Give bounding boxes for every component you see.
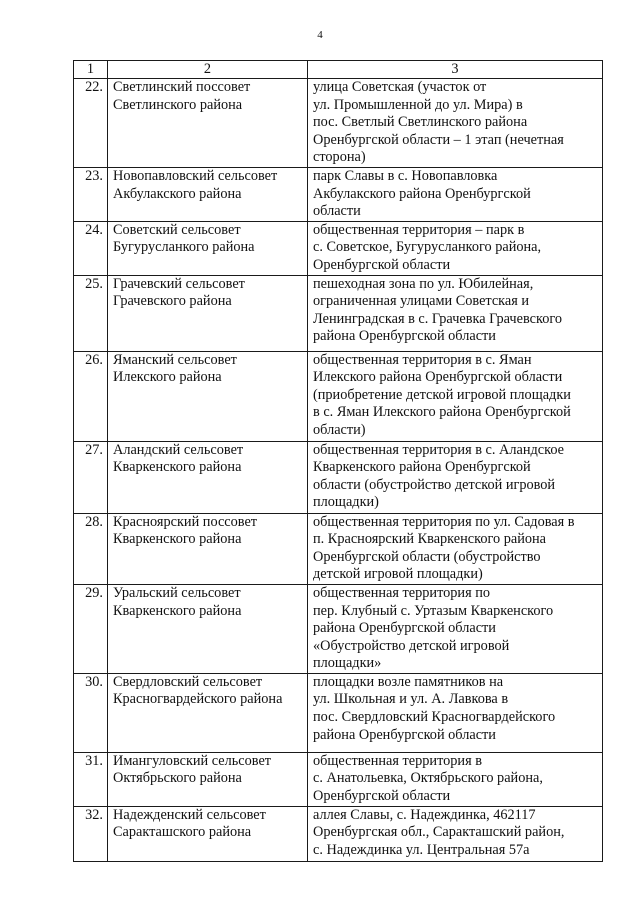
row-number: 26. <box>74 351 108 441</box>
row-number: 27. <box>74 441 108 513</box>
row-number: 32. <box>74 806 108 861</box>
municipality-cell: Имангуловский сельсовет Октябрьского района <box>108 752 308 806</box>
municipality-cell: Свердловский сельсовет Красногвардейского района <box>108 673 308 752</box>
territory-cell: общественная территория в с. Яман Илекского района Оренбургской области (приобретение детской игровой площадки в с. Яман Илекского района Оренбургской области) <box>308 351 603 441</box>
territory-cell: общественная территория по ул. Садовая в п. Красноярский Кваркенского района Оренбургской области (обустройство детской игровой площадки) <box>308 513 603 584</box>
territory-cell: парк Славы в с. Новопавловка Акбулакского района Оренбургской области <box>308 167 603 221</box>
table-row <box>74 79 603 168</box>
row-number: 28. <box>74 513 108 584</box>
table-header-row <box>74 61 603 79</box>
row-number: 29. <box>74 584 108 673</box>
municipality-cell: Новопавловский сельсовет Акбулакского района <box>108 167 308 221</box>
table-row <box>74 441 603 513</box>
municipality-cell: Советский сельсовет Бугурусланкого района <box>108 221 308 275</box>
table-row <box>74 752 603 806</box>
table-row <box>74 584 603 673</box>
municipality-cell: Светлинский поссовет Светлинского района <box>108 79 308 168</box>
territories-table <box>73 60 603 862</box>
table-row <box>74 513 603 584</box>
table-row <box>74 806 603 861</box>
header-col-2: 2 <box>108 61 308 79</box>
table-row <box>74 673 603 752</box>
row-number: 25. <box>74 275 108 351</box>
municipality-cell: Грачевский сельсовет Грачевского района <box>108 275 308 351</box>
row-number: 24. <box>74 221 108 275</box>
header-col-1: 1 <box>74 61 108 79</box>
municipality-cell: Красноярский поссовет Кваркенского района <box>108 513 308 584</box>
row-number: 31. <box>74 752 108 806</box>
municipality-cell: Уральский сельсовет Кваркенского района <box>108 584 308 673</box>
municipality-cell: Яманский сельсовет Илекского района <box>108 351 308 441</box>
territory-cell: общественная территория – парк в с. Советское, Бугурусланкого района, Оренбургской области <box>308 221 603 275</box>
table-row <box>74 351 603 441</box>
row-number: 23. <box>74 167 108 221</box>
territory-cell: общественная территория по пер. Клубный с. Уртазым Кваркенского района Оренбургской области «Обустройство детской игровой площадки» <box>308 584 603 673</box>
territory-cell: улица Советская (участок от ул. Промышленной до ул. Мира) в пос. Светлый Светлинского района Оренбургской области – 1 этап (нечетная сторона) <box>308 79 603 168</box>
territory-cell: общественная территория в с. Аландское Кваркенского района Оренбургской области (обустройство детской игровой площадки) <box>308 441 603 513</box>
table-row <box>74 275 603 351</box>
territory-cell: аллея Славы, с. Надеждинка, 462117 Оренбургская обл., Саракташский район, с. Надеждинка ул. Центральная 57а <box>308 806 603 861</box>
row-number: 30. <box>74 673 108 752</box>
header-col-3: 3 <box>308 61 603 79</box>
municipality-cell: Надежденский сельсовет Саракташского района <box>108 806 308 861</box>
row-number: 22. <box>74 79 108 168</box>
table-row <box>74 221 603 275</box>
table-row <box>74 167 603 221</box>
territory-cell: площадки возле памятников на ул. Школьная и ул. А. Лавкова в пос. Свердловский Красногвардейского района Оренбургской области <box>308 673 603 752</box>
territory-cell: общественная территория в с. Анатольевка, Октябрьского района, Оренбургской области <box>308 752 603 806</box>
territory-cell: пешеходная зона по ул. Юбилейная, ограниченная улицами Советская и Ленинградская в с. Грачевка Грачевского района Оренбургской области <box>308 275 603 351</box>
page-number: 4 <box>317 29 323 41</box>
municipality-cell: Аландский сельсовет Кваркенского района <box>108 441 308 513</box>
